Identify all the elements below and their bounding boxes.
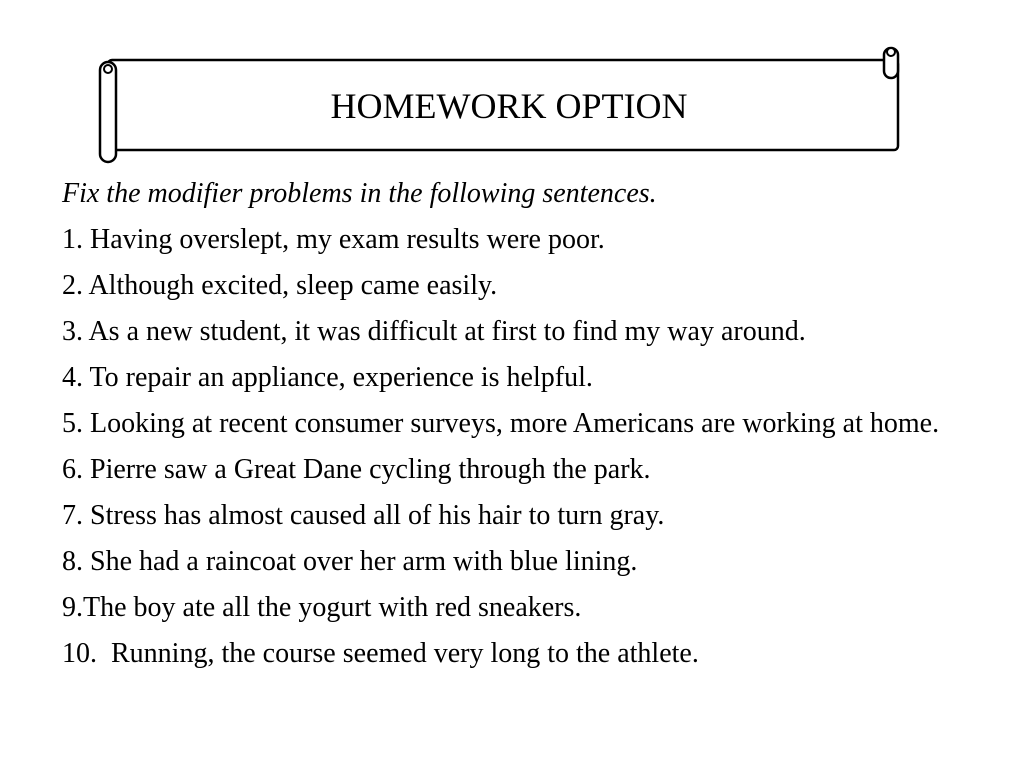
page-title: HOMEWORK OPTION xyxy=(330,86,688,126)
list-item: 3. As a new student, it was difficult at first to find my way around. xyxy=(62,316,806,347)
list-item: 2. Although excited, sleep came easily. xyxy=(62,270,498,301)
list-item: 6. Pierre saw a Great Dane cycling through the park. xyxy=(62,454,651,485)
list-item: 8. She had a raincoat over her arm with blue lining. xyxy=(62,546,638,577)
instruction-text: Fix the modifier problems in the following sentences. xyxy=(62,178,657,209)
slide-body xyxy=(62,174,942,680)
title-banner xyxy=(96,40,906,168)
list-item: 4. To repair an appliance, experience is helpful. xyxy=(62,362,593,393)
list-item: 10. Running, the course seemed very long to the athlete. xyxy=(62,638,699,669)
list-item: 5. Looking at recent consumer surveys, more Americans are working at home. xyxy=(62,408,940,439)
list-item: 1. Having overslept, my exam results were poor. xyxy=(62,224,605,255)
list-item: 7. Stress has almost caused all of his hair to turn gray. xyxy=(62,500,665,531)
list-item: 9.The boy ate all the yogurt with red sneakers. xyxy=(62,592,582,623)
